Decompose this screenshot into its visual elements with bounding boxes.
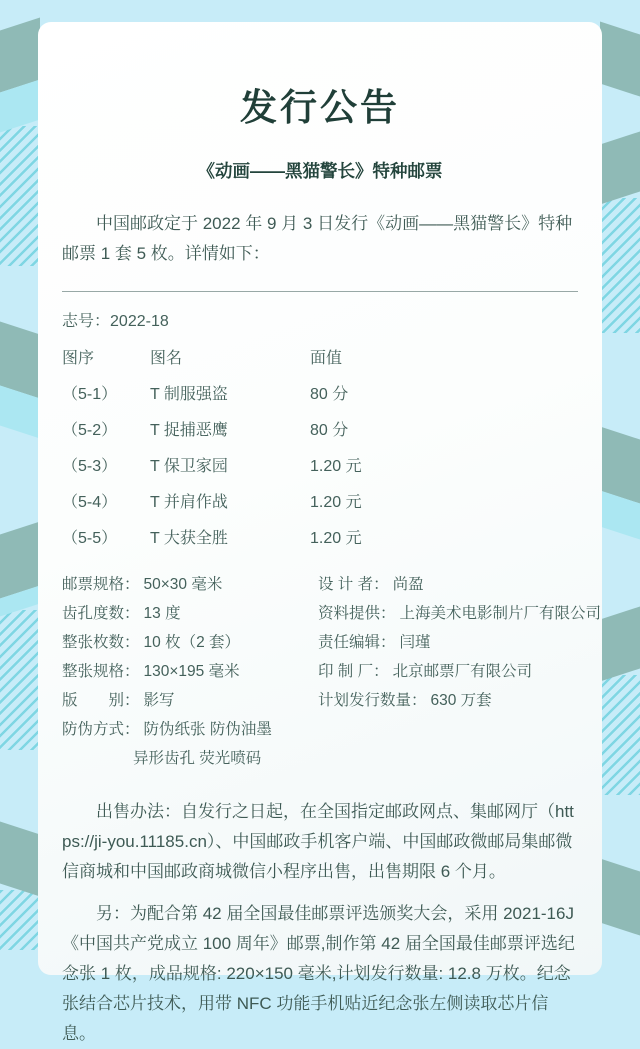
cell-value: 80 分	[310, 386, 349, 403]
spec-value: 影写	[143, 692, 175, 709]
spec-label: 版 别：	[62, 692, 140, 709]
spec-label: 资料提供：	[318, 605, 396, 622]
border-spacer	[0, 266, 40, 328]
column-header-value: 面值	[310, 350, 343, 367]
spec-label: 设 计 者：	[318, 576, 389, 593]
spec-row	[318, 686, 601, 715]
spec-row	[318, 599, 601, 628]
chevron-shape	[600, 132, 640, 205]
spec-row	[62, 657, 318, 686]
spec-value: 130×195 毫米	[143, 663, 240, 680]
serial-number	[62, 308, 578, 331]
spec-label: 齿孔度数：	[62, 605, 140, 622]
serial-label: 志号：	[62, 313, 111, 330]
border-spacer	[600, 333, 640, 433]
column-header-seq: 图序	[62, 350, 95, 367]
chevron-shape	[0, 822, 40, 897]
border-spacer	[0, 750, 40, 828]
stripe-pattern	[600, 675, 640, 795]
divider	[62, 291, 578, 292]
serial-value: 2022-18	[110, 313, 169, 330]
cell-value: 1.20 元	[310, 458, 362, 475]
spec-label: 印 制 厂：	[318, 663, 389, 680]
page-subtitle: 《动画——黑猫警长》特种邮票	[197, 161, 443, 181]
border-spacer	[600, 90, 640, 138]
left-border-decoration	[0, 0, 40, 995]
spec-value: 北京邮票厂有限公司	[392, 663, 533, 680]
border-spacer	[0, 432, 40, 528]
sale-method-paragraph: 出售办法：自发行之日起，在全国指定邮政网点、集邮网厅（https://ji-you.11185.cn）、中国邮政手机客户端、中国邮政微邮局集邮微信商城和中国邮政商城微信小程序出售，出售期限 6 个月。	[62, 802, 574, 881]
specs-left-column	[62, 570, 318, 773]
spec-label: 防伪方式：	[62, 721, 140, 738]
spec-label: 计划发行数量：	[318, 692, 427, 709]
cell-name: T 并肩作战	[150, 494, 228, 511]
table-row	[62, 417, 578, 440]
stripe-pattern	[0, 610, 40, 750]
chevron-shape	[600, 859, 640, 936]
spec-row	[62, 686, 318, 715]
table-row	[62, 453, 578, 476]
table-row	[62, 381, 578, 404]
note-paragraph: 另：为配合第 42 届全国最佳邮票评选颁奖大会，采用 2021-16J《中国共产党成立 100 周年》邮票,制作第 42 届全国最佳邮票评选纪念张 1 枚，成品规格: 220×150 毫米,计划发行数量: 12.8 万枚。纪念张结合芯片技术，用带 NFC 功能手机贴近纪念张左侧读取芯片信息。	[62, 904, 575, 1043]
cell-seq: （5-4）	[62, 494, 118, 511]
spec-row	[318, 628, 601, 657]
table-header-row	[62, 345, 578, 368]
spec-row-continuation: 异形齿孔 荧光喷码	[133, 750, 262, 767]
spec-value: 上海美术电影制片厂有限公司	[399, 605, 602, 622]
cell-seq: （5-2）	[62, 422, 118, 439]
cell-value: 1.20 元	[310, 494, 362, 511]
right-border-decoration	[600, 0, 640, 995]
stripe-pattern	[0, 126, 40, 266]
spec-row	[62, 570, 318, 599]
border-spacer	[600, 795, 640, 865]
spec-row	[62, 628, 318, 657]
cell-seq: （5-5）	[62, 530, 118, 547]
specs-block	[62, 570, 602, 773]
cell-name: T 捉捕恶鹰	[150, 422, 228, 439]
table-row	[62, 525, 578, 548]
spec-value: 闫瑾	[399, 634, 431, 651]
spec-value: 13 度	[143, 605, 181, 622]
specs-right-column	[318, 570, 601, 773]
spec-row	[318, 657, 601, 686]
intro-paragraph: 中国邮政定于 2022 年 9 月 3 日发行《动画——黑猫警长》特种邮票 1 套 5 枚。详情如下：	[62, 214, 573, 263]
page-title: 发行公告	[240, 87, 400, 128]
announcement-card	[38, 22, 602, 1043]
spec-value: 10 枚（2 套）	[143, 634, 240, 651]
spec-row	[318, 570, 601, 599]
border-spacer	[600, 533, 640, 613]
cell-name: T 保卫家园	[150, 458, 228, 475]
spec-value: 尚盈	[392, 576, 424, 593]
cell-value: 1.20 元	[310, 530, 362, 547]
cell-name: T 制服强盗	[150, 386, 228, 403]
spec-value: 防伪纸张 防伪油墨	[143, 721, 272, 738]
cell-name: T 大获全胜	[150, 530, 228, 547]
chevron-shape	[600, 22, 640, 97]
spec-label: 整张枚数：	[62, 634, 140, 651]
cell-seq: （5-1）	[62, 386, 118, 403]
cell-value: 80 分	[310, 422, 349, 439]
chevron-shape	[600, 607, 640, 682]
spec-label: 邮票规格：	[62, 576, 140, 593]
spec-value: 630 万套	[430, 692, 492, 709]
cell-seq: （5-3）	[62, 458, 118, 475]
spec-label: 整张规格：	[62, 663, 140, 680]
column-header-name: 图名	[150, 350, 183, 367]
stamp-table	[62, 345, 578, 548]
spec-row	[62, 599, 318, 628]
table-row	[62, 489, 578, 512]
stripe-pattern	[600, 198, 640, 333]
stripe-pattern	[0, 890, 40, 950]
spec-label: 责任编辑：	[318, 634, 396, 651]
spec-row	[62, 715, 318, 744]
spec-value: 50×30 毫米	[143, 576, 223, 593]
